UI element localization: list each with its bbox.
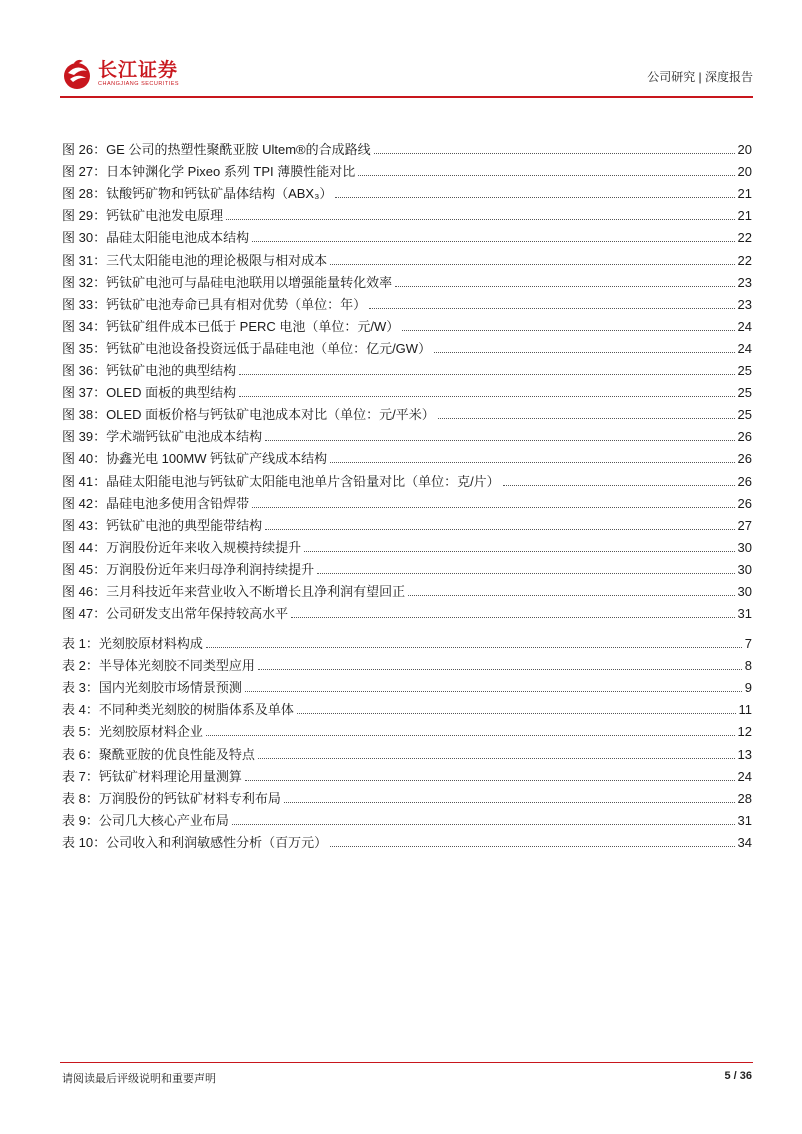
figure-entry-label: 图 45：万润股份近年来归母净利润持续提升	[62, 561, 315, 577]
dot-leader	[206, 647, 742, 648]
table-entry[interactable]	[62, 630, 752, 652]
figure-entry-label: 图 43：钙钛矿电池的典型能带结构	[62, 517, 263, 533]
page-number: 5 / 36	[724, 1070, 752, 1082]
dot-leader	[297, 713, 736, 714]
figure-entry[interactable]	[62, 490, 752, 512]
table-entry-page: 34	[737, 834, 752, 850]
figure-entry[interactable]	[62, 445, 752, 467]
figure-entry-label: 图 42：晶硅电池多使用含铅焊带	[62, 495, 250, 511]
dot-leader	[503, 485, 735, 486]
table-entry-page: 11	[738, 702, 752, 718]
figure-entry[interactable]	[62, 202, 752, 224]
figure-entry-page: 26	[737, 451, 752, 467]
figure-index	[62, 136, 752, 622]
figure-entry-page: 26	[737, 495, 752, 511]
figure-entry-page: 21	[737, 186, 752, 202]
dot-leader	[374, 153, 735, 154]
dot-leader	[245, 780, 735, 781]
figure-entry-page: 20	[737, 142, 752, 158]
dot-leader	[317, 573, 734, 574]
table-entry[interactable]	[62, 652, 752, 674]
figure-entry-label: 图 35：钙钛矿电池设备投资远低于晶硅电池（单位：亿元/GW）	[62, 340, 432, 356]
figure-entry-page: 30	[737, 583, 752, 599]
figure-entry[interactable]	[62, 578, 752, 600]
dot-leader	[252, 241, 734, 242]
figure-entry-label: 图 47：公司研发支出常年保持较高水平	[62, 606, 289, 622]
table-entry-page: 12	[737, 724, 752, 740]
figure-entry-label: 图 39：学术端钙钛矿电池成本结构	[62, 429, 263, 445]
figure-entry[interactable]	[62, 224, 752, 246]
figure-entry[interactable]	[62, 335, 752, 357]
table-entry-label: 表 3：国内光刻胶市场情景预测	[62, 680, 242, 696]
footer-divider	[60, 1062, 753, 1063]
figure-entry[interactable]	[62, 357, 752, 379]
table-entry-label: 表 9：公司几大核心产业布局	[62, 812, 229, 828]
dot-leader	[358, 175, 734, 176]
figure-entry[interactable]	[62, 158, 752, 180]
dot-leader	[226, 219, 734, 220]
dot-leader	[335, 197, 734, 198]
figure-entry-page: 26	[737, 473, 752, 489]
figure-entry-page: 24	[737, 340, 752, 356]
figure-entry-page: 30	[737, 561, 752, 577]
table-entry-label: 表 10：公司收入和利润敏感性分析（百万元）	[62, 834, 328, 850]
figure-entry-label: 图 29：钙钛矿电池发电原理	[62, 208, 224, 224]
figure-entry-page: 25	[737, 363, 752, 379]
figure-entry-label: 图 38：OLED 面板价格与钙钛矿电池成本对比（单位：元/平米）	[62, 407, 435, 423]
figure-entry-label: 图 46：三月科技近年来营业收入不断增长且净利润有望回正	[62, 583, 406, 599]
figure-entry-page: 23	[737, 296, 752, 312]
figure-entry[interactable]	[62, 556, 752, 578]
figure-entry-label: 图 31：三代太阳能电池的理论极限与相对成本	[62, 252, 328, 268]
dot-leader	[258, 669, 742, 670]
figure-entry-page: 30	[737, 539, 752, 555]
dot-leader	[304, 551, 734, 552]
dot-leader	[330, 462, 734, 463]
figure-entry[interactable]	[62, 467, 752, 489]
dot-leader	[395, 286, 734, 287]
figure-entry-page: 20	[737, 164, 752, 180]
table-entry-page: 13	[737, 746, 752, 762]
table-entry[interactable]	[62, 785, 752, 807]
figure-entry[interactable]	[62, 512, 752, 534]
figure-entry-label: 图 33：钙钛矿电池寿命已具有相对优势（单位：年）	[62, 296, 367, 312]
table-entry[interactable]	[62, 740, 752, 762]
dot-leader	[408, 595, 734, 596]
figure-entry[interactable]	[62, 313, 752, 335]
dot-leader	[265, 440, 734, 441]
company-logo	[60, 54, 179, 94]
figure-entry-label: 图 34：钙钛矿组件成本已低于 PERC 电池（单位：元/W）	[62, 318, 400, 334]
logo-mark-icon	[60, 57, 94, 91]
figure-entry-page: 26	[737, 429, 752, 445]
table-entry[interactable]	[62, 829, 752, 851]
figure-entry[interactable]	[62, 379, 752, 401]
figure-entry-label: 图 27：日本钟渊化学 Pixeo 系列 TPI 薄膜性能对比	[62, 164, 356, 180]
dot-leader	[252, 507, 734, 508]
dot-leader	[245, 691, 742, 692]
table-entry-page: 24	[737, 768, 752, 784]
dot-leader	[265, 529, 734, 530]
figure-entry-label: 图 28：钛酸钙矿物和钙钛矿晶体结构（ABX₃）	[62, 186, 333, 202]
figure-entry-page: 27	[737, 517, 752, 533]
figure-entry[interactable]	[62, 401, 752, 423]
dot-leader	[434, 352, 734, 353]
figure-entry[interactable]	[62, 423, 752, 445]
dot-leader	[206, 735, 735, 736]
figure-entry-page: 21	[737, 208, 752, 224]
dot-leader	[232, 824, 735, 825]
dot-leader	[258, 758, 735, 759]
table-entry-label: 表 2：半导体光刻胶不同类型应用	[62, 658, 255, 674]
header-divider	[60, 96, 753, 98]
figure-entry[interactable]	[62, 534, 752, 556]
dot-leader	[330, 264, 734, 265]
report-category: 公司研究 | 深度报告	[647, 70, 753, 84]
figure-entry-label: 图 26：GE 公司的热塑性聚酰亚胺 Ultem®的合成路线	[62, 142, 371, 158]
dot-leader	[330, 846, 734, 847]
dot-leader	[402, 330, 734, 331]
figure-entry-page: 22	[737, 230, 752, 246]
table-entry-page: 9	[744, 680, 752, 696]
table-entry[interactable]	[62, 763, 752, 785]
figure-entry[interactable]	[62, 246, 752, 268]
table-entry[interactable]	[62, 807, 752, 829]
figure-entry-page: 25	[737, 385, 752, 401]
dot-leader	[369, 308, 734, 309]
figure-entry-page: 24	[737, 318, 752, 334]
dot-leader	[239, 396, 734, 397]
figure-entry-label: 图 41：晶硅太阳能电池与钙钛矿太阳能电池单片含铅量对比（单位：克/片）	[62, 473, 500, 489]
figure-entry[interactable]	[62, 269, 752, 291]
table-entry-label: 表 5：光刻胶原材料企业	[62, 724, 203, 740]
footer-disclaimer: 请阅读最后评级说明和重要声明	[62, 1073, 216, 1085]
dot-leader	[284, 802, 735, 803]
dot-leader	[291, 617, 734, 618]
figure-entry-label: 图 44：万润股份近年来收入规模持续提升	[62, 539, 302, 555]
figure-entry-label: 图 32：钙钛矿电池可与晶硅电池联用以增强能量转化效率	[62, 274, 393, 290]
page-header	[60, 52, 753, 96]
figure-entry[interactable]	[62, 180, 752, 202]
table-entry-label: 表 1：光刻胶原材料构成	[62, 636, 203, 652]
figure-entry-page: 25	[737, 407, 752, 423]
table-entry-label: 表 6：聚酰亚胺的优良性能及特点	[62, 746, 255, 762]
table-index	[62, 630, 752, 851]
table-entry[interactable]	[62, 696, 752, 718]
dot-leader	[438, 418, 735, 419]
table-entry[interactable]	[62, 674, 752, 696]
table-entry-label: 表 8：万润股份的钙钛矿材料专利布局	[62, 790, 281, 806]
figure-entry-label: 图 30：晶硅太阳能电池成本结构	[62, 230, 250, 246]
table-entry-label: 表 4：不同种类光刻胶的树脂体系及单体	[62, 702, 294, 718]
table-entry[interactable]	[62, 718, 752, 740]
figure-entry-label: 图 36：钙钛矿电池的典型结构	[62, 363, 237, 379]
figure-entry-label: 图 37：OLED 面板的典型结构	[62, 385, 237, 401]
figure-entry-page: 22	[737, 252, 752, 268]
table-entry-page: 31	[737, 812, 752, 828]
table-entry-label: 表 7：钙钛矿材料理论用量测算	[62, 768, 242, 784]
logo-english-text: CHANGJIANG SECURITIES	[98, 81, 180, 87]
figure-entry-page: 31	[737, 606, 752, 622]
figure-entry-label: 图 40：协鑫光电 100MW 钙钛矿产线成本结构	[62, 451, 328, 467]
dot-leader	[239, 374, 734, 375]
logo-chinese-text: 长江证券	[98, 59, 179, 81]
table-entry-page: 28	[737, 790, 752, 806]
table-entry-page: 8	[744, 658, 752, 674]
figure-entry[interactable]	[62, 136, 752, 158]
figure-entry[interactable]	[62, 291, 752, 313]
figure-entry-page: 23	[737, 274, 752, 290]
figure-entry[interactable]	[62, 600, 752, 622]
table-entry-page: 7	[744, 636, 752, 652]
